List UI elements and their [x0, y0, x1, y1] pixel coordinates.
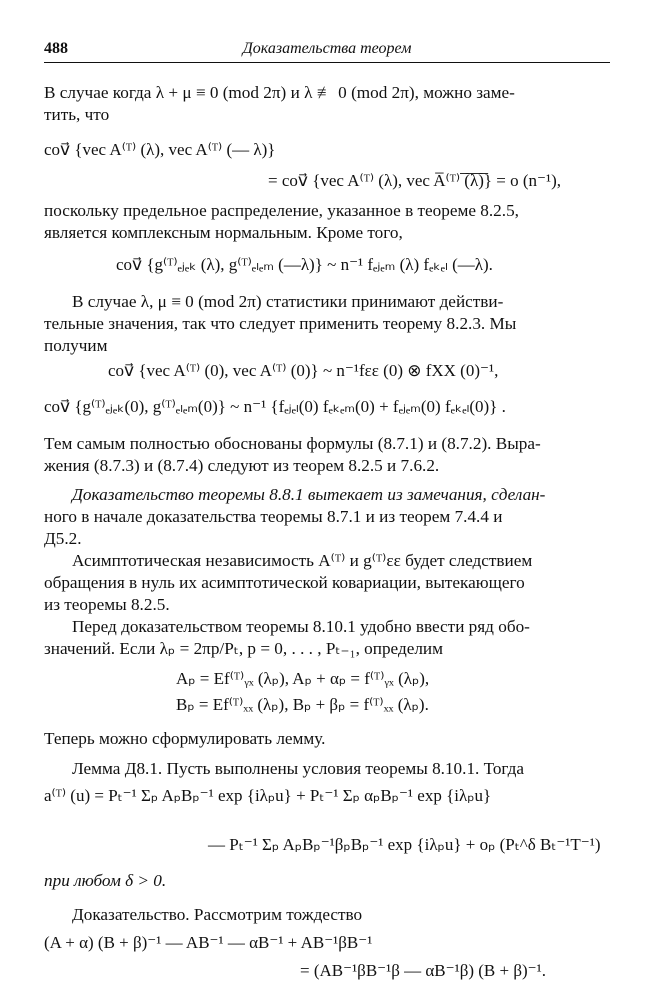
- text-line: Доказательство. Рассмотрим тождество: [72, 905, 363, 924]
- formula-line: cov⃗ {g⁽ᵀ⁾ₑⱼₑₖ (λ), g⁽ᵀ⁾ₑₗₑₘ (—λ)} ~ n⁻¹ fₑⱼₑₘ (λ) fₑₖₑₗ (—λ).: [116, 255, 493, 274]
- text-line: В случае когда λ + μ ≡ 0 (mod 2π) и λ ≢ 0 (mod 2π), можно заме-: [44, 83, 515, 102]
- text-line: при любом δ > 0.: [44, 871, 167, 890]
- formula-line: Bₚ = Ef⁽ᵀ⁾ₓₓ (λₚ), Bₚ + βₚ = f⁽ᵀ⁾ₓₓ (λₚ).: [176, 695, 429, 714]
- formula-line: cov⃗ {vec A⁽ᵀ⁾ (0), vec A⁽ᵀ⁾ (0)} ~ n⁻¹fεε (0) ⊗ fXX (0)⁻¹,: [108, 361, 499, 380]
- text-line: Тем самым полностью обоснованы формулы (8.7.1) и (8.7.2). Выра-: [44, 434, 541, 453]
- text-line: поскольку предельное распределение, указанное в теореме 8.2.5,: [44, 201, 519, 220]
- text-line: жения (8.7.3) и (8.7.4) следуют из теорем 8.2.5 и 7.6.2.: [44, 456, 440, 475]
- formula-line: = (AB⁻¹βB⁻¹β — αB⁻¹β) (B + β)⁻¹.: [300, 961, 546, 980]
- running-title: Доказательства теорем: [242, 40, 412, 57]
- text-line: тить, что: [44, 105, 110, 124]
- formula-line: Aₚ = Ef⁽ᵀ⁾ᵧₓ (λₚ), Aₚ + αₚ = f⁽ᵀ⁾ᵧₓ (λₚ),: [176, 669, 430, 688]
- formula-line: a⁽ᵀ⁾ (u) = Pₜ⁻¹ Σₚ AₚBₚ⁻¹ exp {iλₚu} + Pₜ⁻¹ Σₚ αₚBₚ⁻¹ exp {iλₚu}: [44, 786, 492, 805]
- text-line: ного в начале доказательства теоремы 8.7.1 и из теорем 7.4.4 и: [44, 507, 503, 526]
- text-line: из теоремы 8.2.5.: [44, 595, 170, 614]
- formula-line: cov⃗ {vec A⁽ᵀ⁾ (λ), vec A⁽ᵀ⁾ (— λ)}: [44, 140, 276, 159]
- text-line: Д5.2.: [44, 529, 82, 548]
- lemma-heading: Лемма Д8.1. Пусть выполнены условия теоремы 8.10.1. Тогда: [72, 759, 525, 778]
- text-line: обращения в нуль их асимптотической ковариации, вытекающего: [44, 573, 525, 592]
- text-line: Асимптотическая независимость A⁽ᵀ⁾ и g⁽ᵀ⁾εε будет следствием: [72, 551, 533, 570]
- text-line: тельные значения, так что следует применить теорему 8.2.3. Мы: [44, 314, 517, 333]
- page-number: 488: [44, 40, 68, 57]
- running-header: [44, 40, 610, 63]
- formula-line: cov⃗ {g⁽ᵀ⁾ₑⱼₑₖ(0), g⁽ᵀ⁾ₑₗₑₘ(0)} ~ n⁻¹ {fₑⱼₑₗ(0) fₑₖₑₘ(0) + fₑⱼₑₘ(0) fₑₖₑₗ(0)} .: [44, 397, 506, 416]
- formula-line: = cov⃗ {vec A⁽ᵀ⁾ (λ), vec A̅⁽ᵀ⁾ ̅(̅λ̅)̅} = o (n⁻¹),: [268, 171, 562, 190]
- text-line: Доказательство теоремы 8.8.1 вытекает из замечания, сделан-: [72, 485, 546, 504]
- text-line: является комплексным нормальным. Кроме того,: [44, 223, 403, 242]
- text-line: В случае λ, μ ≡ 0 (mod 2π) статистики принимают действи-: [72, 292, 504, 311]
- formula-line: — Pₜ⁻¹ Σₚ AₚBₚ⁻¹βₚBₚ⁻¹ exp {iλₚu} + oₚ (Pₜ^δ Bₜ⁻¹T⁻¹): [208, 835, 601, 854]
- text-line: Перед доказательством теоремы 8.10.1 удобно ввести ряд обо-: [72, 617, 530, 636]
- formula-line: (A + α) (B + β)⁻¹ — AB⁻¹ — αB⁻¹ + AB⁻¹βB⁻¹: [44, 933, 373, 952]
- text-line: получим: [44, 336, 108, 355]
- text-line: значений. Если λₚ = 2πp/Pₜ, p = 0, . . . , Pₜ₋₁, определим: [44, 639, 443, 658]
- text-line: Теперь можно сформулировать лемму.: [44, 729, 326, 748]
